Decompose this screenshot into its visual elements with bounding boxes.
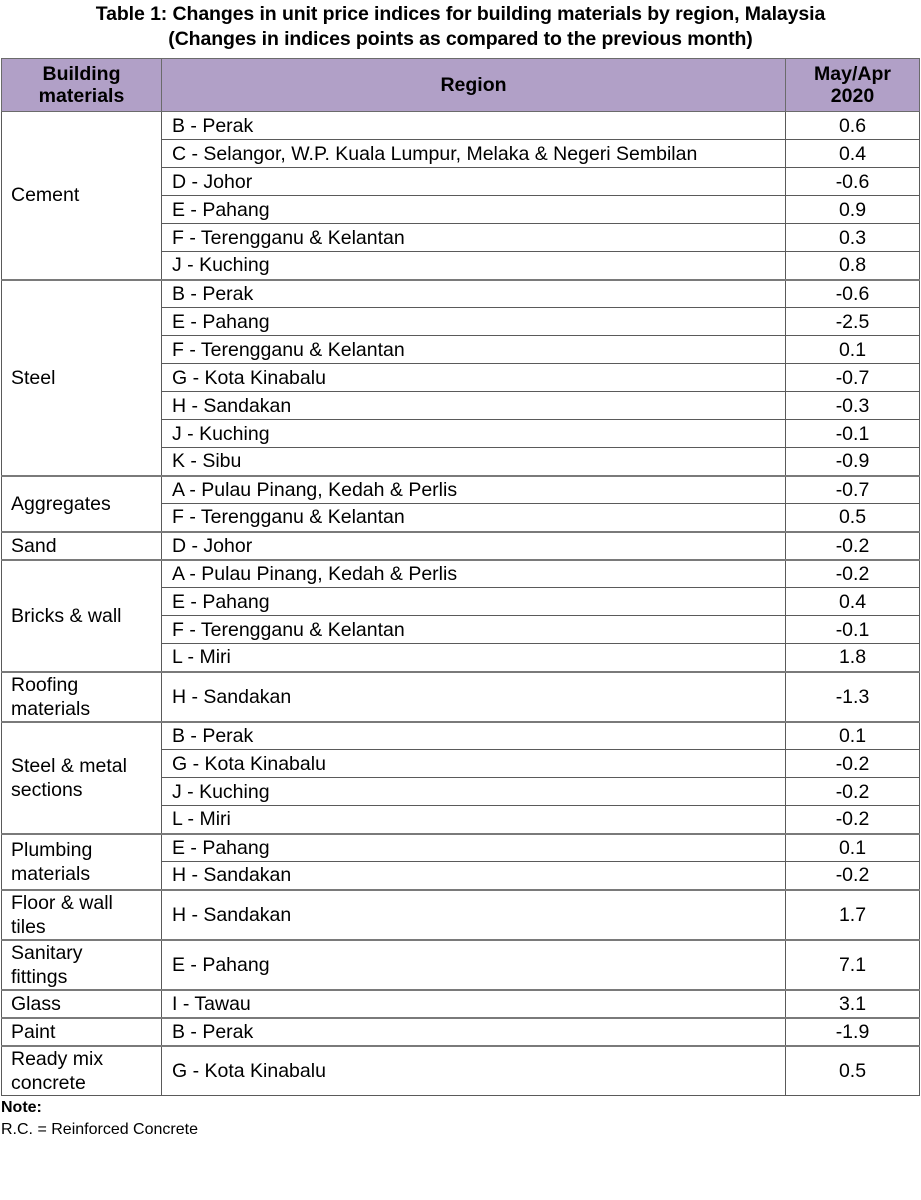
value-cell: 0.4 (786, 588, 920, 616)
value-cell: 0.5 (786, 504, 920, 532)
table-row (2, 722, 920, 750)
material-name: Cement (11, 184, 80, 207)
value-cell: -2.5 (786, 308, 920, 336)
material-name: Steel & metal (11, 754, 127, 777)
header-region: Region (162, 59, 786, 112)
value-cell: 0.3 (786, 224, 920, 252)
material-cell (2, 672, 162, 722)
region-cell: H - Sandakan (162, 862, 786, 890)
material-cell (2, 112, 162, 280)
region-cell: K - Sibu (162, 448, 786, 476)
title-line-2: (Changes in indices points as compared to the previous month) (168, 28, 753, 50)
table-row (2, 890, 920, 940)
value-cell: 1.8 (786, 644, 920, 672)
region-cell: J - Kuching (162, 252, 786, 280)
value-cell: -0.2 (786, 560, 920, 588)
material-name-line-2: materials (11, 697, 91, 720)
material-cell (2, 834, 162, 890)
material-name-line-2: sections (11, 778, 83, 801)
material-name: Bricks & wall (11, 604, 122, 627)
value-cell: -0.2 (786, 532, 920, 560)
value-cell: 3.1 (786, 990, 920, 1018)
region-cell: J - Kuching (162, 420, 786, 448)
value-cell: -0.2 (786, 778, 920, 806)
value-cell: -0.7 (786, 476, 920, 504)
value-cell: 0.1 (786, 722, 920, 750)
region-cell: L - Miri (162, 806, 786, 834)
table-row (2, 834, 920, 862)
material-cell (2, 476, 162, 532)
region-cell: E - Pahang (162, 940, 786, 990)
material-name: Floor & wall (11, 891, 113, 914)
value-cell: -0.2 (786, 806, 920, 834)
table-row (2, 112, 920, 140)
region-cell: E - Pahang (162, 834, 786, 862)
header-building-materials (2, 59, 162, 112)
table-row (2, 280, 920, 308)
header-row (2, 59, 920, 112)
region-cell: H - Sandakan (162, 672, 786, 722)
price-index-table (1, 58, 920, 1096)
material-cell (2, 1046, 162, 1096)
header-building-materials-line-2: materials (38, 85, 125, 107)
material-name-line-2: materials (11, 862, 91, 885)
value-cell: -0.6 (786, 168, 920, 196)
region-cell: B - Perak (162, 1018, 786, 1046)
table-row (2, 532, 920, 560)
region-cell: I - Tawau (162, 990, 786, 1018)
header-may-apr-2020 (786, 59, 920, 112)
material-cell (2, 890, 162, 940)
region-cell: H - Sandakan (162, 890, 786, 940)
region-cell: F - Terengganu & Kelantan (162, 224, 786, 252)
value-cell: -0.7 (786, 364, 920, 392)
material-cell (2, 722, 162, 834)
material-name: Ready mix (11, 1047, 104, 1070)
value-cell: -1.3 (786, 672, 920, 722)
region-cell: G - Kota Kinabalu (162, 364, 786, 392)
region-cell: G - Kota Kinabalu (162, 1046, 786, 1096)
material-cell (2, 560, 162, 672)
material-name: Aggregates (11, 492, 111, 515)
region-cell: B - Perak (162, 112, 786, 140)
value-cell: -0.2 (786, 862, 920, 890)
table-row (2, 672, 920, 722)
table-row (2, 476, 920, 504)
region-cell: D - Johor (162, 532, 786, 560)
region-cell: A - Pulau Pinang, Kedah & Perlis (162, 476, 786, 504)
region-cell: E - Pahang (162, 308, 786, 336)
material-name: Paint (11, 1020, 56, 1043)
region-cell: E - Pahang (162, 588, 786, 616)
table-row (2, 1018, 920, 1046)
value-cell: -0.1 (786, 616, 920, 644)
material-name: Sanitary (11, 941, 83, 964)
region-cell: H - Sandakan (162, 392, 786, 420)
region-cell: B - Perak (162, 722, 786, 750)
material-name: Glass (11, 992, 61, 1015)
table-title (0, 0, 921, 58)
material-cell (2, 532, 162, 560)
note-section (1, 1097, 921, 1141)
material-cell (2, 1018, 162, 1046)
region-cell: E - Pahang (162, 196, 786, 224)
material-name-line-2: concrete (11, 1071, 86, 1094)
value-cell: 7.1 (786, 940, 920, 990)
value-cell: -0.1 (786, 420, 920, 448)
header-period-line-2: 2020 (830, 85, 875, 107)
value-cell: 0.9 (786, 196, 920, 224)
title-line-1: Table 1: Changes in unit price indices for building materials by region, Malaysia (95, 3, 826, 25)
region-cell: L - Miri (162, 644, 786, 672)
value-cell: 0.8 (786, 252, 920, 280)
region-cell: G - Kota Kinabalu (162, 750, 786, 778)
region-cell: A - Pulau Pinang, Kedah & Perlis (162, 560, 786, 588)
value-cell: -0.9 (786, 448, 920, 476)
value-cell: 0.1 (786, 336, 920, 364)
region-cell: F - Terengganu & Kelantan (162, 504, 786, 532)
table-row (2, 1046, 920, 1096)
material-name-line-2: fittings (11, 965, 68, 988)
region-cell: F - Terengganu & Kelantan (162, 616, 786, 644)
material-name: Plumbing (11, 838, 93, 861)
value-cell: 0.5 (786, 1046, 920, 1096)
value-cell: -0.2 (786, 750, 920, 778)
table-row (2, 560, 920, 588)
value-cell: 0.1 (786, 834, 920, 862)
value-cell: 1.7 (786, 890, 920, 940)
material-name: Roofing (11, 673, 79, 696)
material-name: Steel (11, 366, 56, 389)
material-name-line-2: tiles (11, 915, 46, 938)
region-cell: D - Johor (162, 168, 786, 196)
material-name: Sand (11, 534, 57, 557)
value-cell: 0.6 (786, 112, 920, 140)
material-cell (2, 990, 162, 1018)
table-body (2, 112, 920, 1096)
material-cell (2, 280, 162, 476)
table-row (2, 990, 920, 1018)
table-row (2, 940, 920, 990)
region-cell: B - Perak (162, 280, 786, 308)
note-text: R.C. = Reinforced Concrete (1, 1121, 198, 1138)
value-cell: -0.3 (786, 392, 920, 420)
header-period-line-1: May/Apr (814, 63, 891, 85)
region-cell: J - Kuching (162, 778, 786, 806)
region-cell: C - Selangor, W.P. Kuala Lumpur, Melaka & Negeri Sembilan (162, 140, 786, 168)
note-label: Note: (1, 1099, 42, 1116)
material-cell (2, 940, 162, 990)
value-cell: -0.6 (786, 280, 920, 308)
value-cell: -1.9 (786, 1018, 920, 1046)
region-cell: F - Terengganu & Kelantan (162, 336, 786, 364)
header-building-materials-line-1: Building (42, 63, 121, 85)
value-cell: 0.4 (786, 140, 920, 168)
